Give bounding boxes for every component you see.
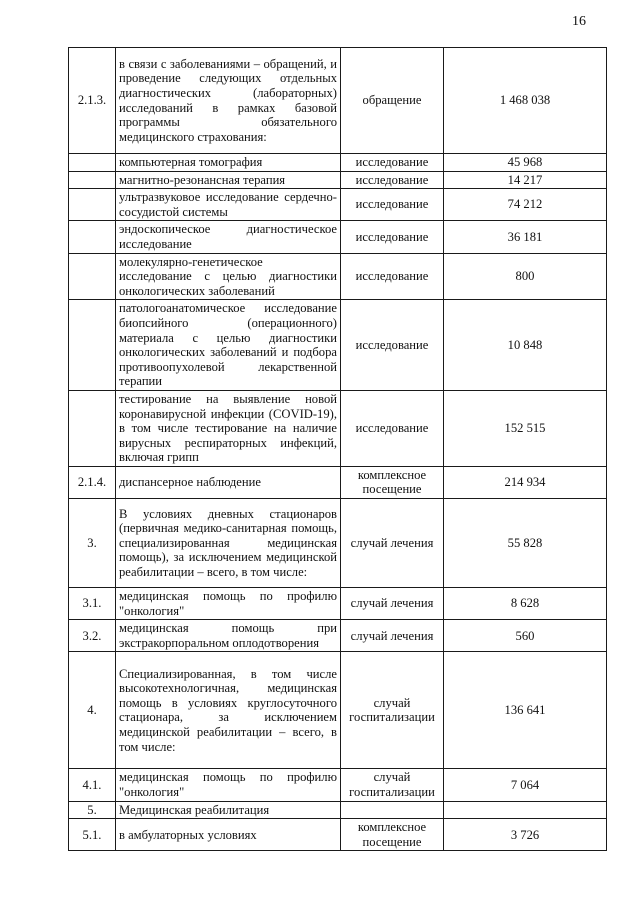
row-number [69,221,116,253]
row-value [444,801,607,819]
row-number: 2.1.4. [69,466,116,498]
table-row [69,652,607,769]
row-name: в связи с заболеваниями – обращений, и проведение следующих отдельных диагностических (лабораторных) исследований в рамках базовой программы обязательного медицинского страхования: [116,48,341,154]
table-row [69,819,607,851]
row-number [69,171,116,189]
table-row [69,253,607,300]
row-number: 2.1.3. [69,48,116,154]
row-value: 45 968 [444,154,607,172]
row-unit: случай госпитализации [341,769,444,801]
row-name: Специализированная, в том числе высокотехнологичная, медицинская помощь в условиях круглосуточного стационара, за исключением медицинской реабилитации – всего, в том числе: [116,652,341,769]
row-unit: исследование [341,171,444,189]
row-name: медицинская помощь по профилю "онкология" [116,588,341,620]
row-unit: комплексное посещение [341,466,444,498]
row-unit: исследование [341,390,444,466]
table-row [69,189,607,221]
table-row [69,588,607,620]
table-row [69,300,607,391]
row-value: 8 628 [444,588,607,620]
row-unit: случай лечения [341,588,444,620]
row-name: компьютерная томография [116,154,341,172]
row-value: 10 848 [444,300,607,391]
row-value: 7 064 [444,769,607,801]
table-row [69,154,607,172]
table-row [69,466,607,498]
table-row [69,48,607,154]
row-name: патологоанатомическое исследование биопсийного (операционного) материала с целью диагностики онкологических заболеваний и подбора противоопухолевой лекарственной терапии [116,300,341,391]
row-name: медицинская помощь по профилю "онкология" [116,769,341,801]
row-value: 136 641 [444,652,607,769]
row-name: тестирование на выявление новой коронавирусной инфекции (COVID-19), в том числе тестирование на наличие вирусных респираторных инфекций, включая грипп [116,390,341,466]
table-row [69,769,607,801]
row-unit: исследование [341,189,444,221]
row-name: медицинская помощь при экстракорпоральном оплодотворения [116,620,341,652]
row-value: 214 934 [444,466,607,498]
row-number [69,189,116,221]
row-value: 14 217 [444,171,607,189]
row-name: в амбулаторных условиях [116,819,341,851]
table-body [69,48,607,851]
row-number: 3.2. [69,620,116,652]
row-number [69,300,116,391]
table-row [69,499,607,588]
row-number: 4.1. [69,769,116,801]
row-name: Медицинская реабилитация [116,801,341,819]
row-unit: обращение [341,48,444,154]
row-unit: исследование [341,253,444,300]
row-unit: комплексное посещение [341,819,444,851]
row-unit: случай лечения [341,499,444,588]
table-row [69,221,607,253]
row-number [69,253,116,300]
row-name: ультразвуковое исследование сердечно-сосудистой системы [116,189,341,221]
row-value: 560 [444,620,607,652]
table-row [69,390,607,466]
row-value: 74 212 [444,189,607,221]
table-row [69,801,607,819]
row-number: 5. [69,801,116,819]
table-row [69,620,607,652]
row-name: магнитно-резонансная терапия [116,171,341,189]
row-unit [341,801,444,819]
table-row [69,171,607,189]
row-unit: исследование [341,154,444,172]
row-unit: исследование [341,221,444,253]
row-number: 3. [69,499,116,588]
row-value: 152 515 [444,390,607,466]
row-value: 55 828 [444,499,607,588]
row-number: 3.1. [69,588,116,620]
row-unit: случай лечения [341,620,444,652]
row-value: 3 726 [444,819,607,851]
row-unit: исследование [341,300,444,391]
row-name: молекулярно-генетическое исследование с целью диагностики онкологических заболеваний [116,253,341,300]
volume-table [68,47,607,851]
row-number: 5.1. [69,819,116,851]
page-number: 16 [572,14,586,29]
row-value: 1 468 038 [444,48,607,154]
row-unit: случай госпитализации [341,652,444,769]
row-number: 4. [69,652,116,769]
row-number [69,154,116,172]
row-value: 800 [444,253,607,300]
row-name: эндоскопическое диагностическое исследование [116,221,341,253]
row-name: диспансерное наблюдение [116,466,341,498]
row-value: 36 181 [444,221,607,253]
row-name: В условиях дневных стационаров (первичная медико-санитарная помощь, специализированная медицинская помощь), за исключением медицинской реабилитации – всего, в том числе: [116,499,341,588]
row-number [69,390,116,466]
